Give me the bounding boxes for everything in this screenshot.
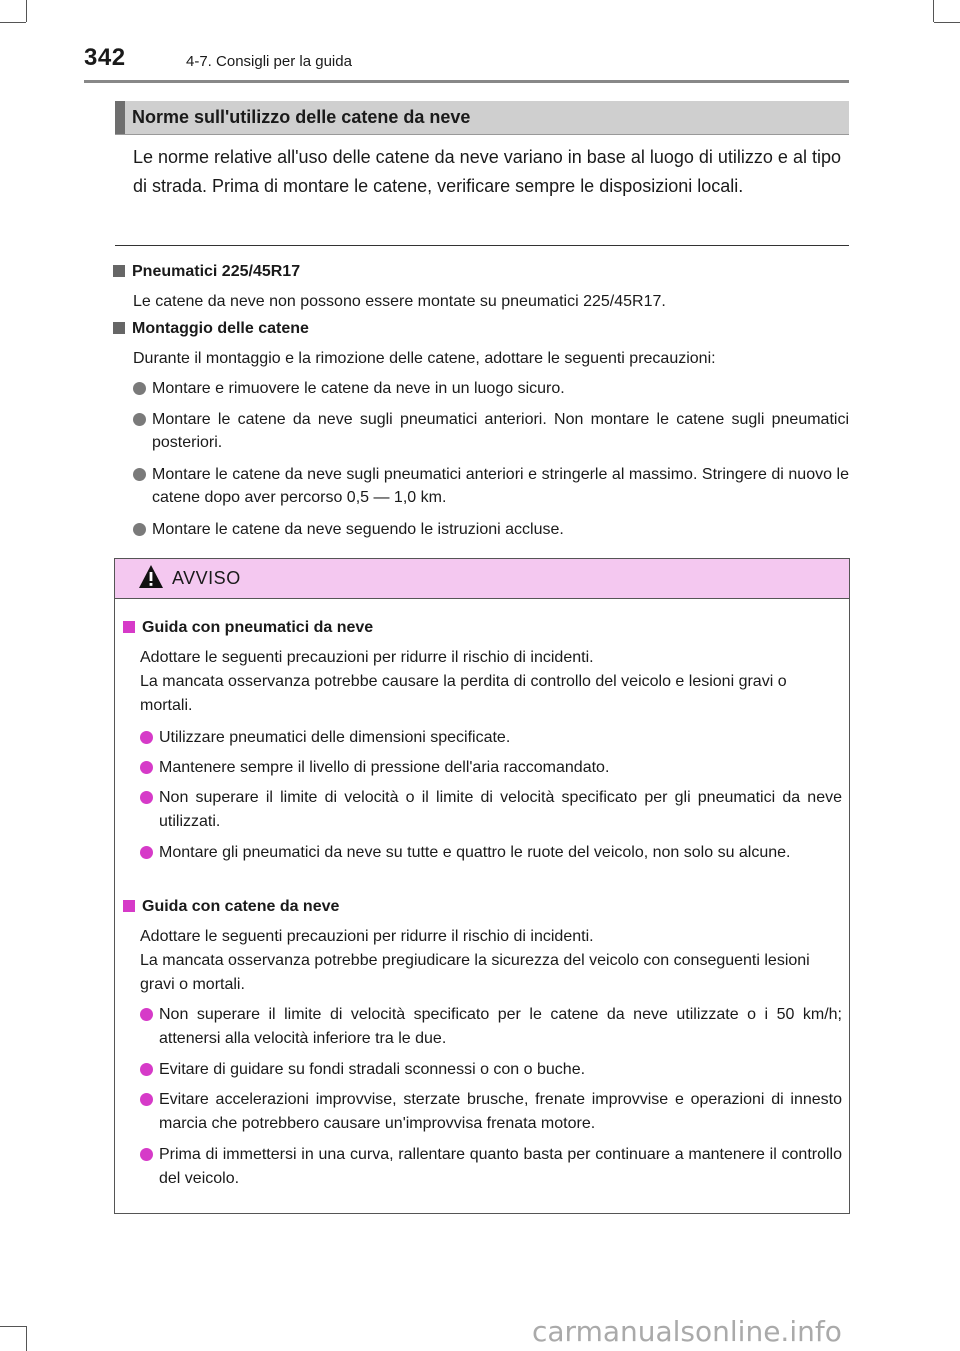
square-bullet-icon — [123, 621, 135, 633]
warning-triangle-icon — [138, 564, 164, 590]
subsection-tires-heading — [113, 263, 300, 281]
warning-text: Adottare le seguenti precauzioni per ridurre il rischio di incidenti. — [140, 928, 594, 945]
section-title: Norme sull'utilizzo delle catene da neve — [132, 107, 471, 127]
list-item-text: Montare le catene da neve sugli pneumatici anteriori e stringerle al massimo. Stringere di nuovo le catene dopo aver percorso 0,5 — 1,0 km. — [152, 466, 849, 506]
bullet-icon — [140, 1148, 153, 1161]
warning-list-item — [140, 1003, 842, 1051]
warning-text: La mancata osservanza potrebbe causare la perdita di controllo del veicolo e lesioni gravi o mortali. — [140, 673, 787, 714]
warning-list-item — [140, 841, 842, 865]
square-bullet-icon — [113, 322, 125, 334]
page-header — [0, 0, 960, 82]
warning-list-item — [140, 786, 842, 834]
title-bar-edge — [115, 101, 125, 134]
list-item-text: Prima di immettersi in una curva, rallentare quanto basta per continuare a mantenere il controllo del veicolo. — [159, 1146, 842, 1187]
page-number: 342 — [84, 44, 126, 71]
warning-list-item — [140, 1088, 842, 1136]
bullet-icon — [140, 791, 153, 804]
header-rule — [84, 80, 849, 83]
warning-box — [114, 558, 850, 1214]
subsection-title: Pneumatici 225/45R17 — [132, 263, 301, 280]
list-item — [133, 377, 849, 400]
list-item-text: Montare le catene da neve sugli pneumatici anteriori. Non montare le catene sugli pneumatici posteriori. — [152, 411, 849, 451]
bullet-icon — [133, 523, 146, 536]
crop-mark — [26, 1326, 27, 1351]
square-bullet-icon — [123, 900, 135, 912]
warning-subsection-heading — [123, 619, 373, 637]
warning-list-item — [140, 1143, 842, 1191]
warning-header — [115, 559, 849, 599]
bullet-icon — [133, 382, 146, 395]
list-item-text: Montare le catene da neve seguendo le istruzioni accluse. — [152, 521, 564, 538]
warning-list-item — [140, 726, 842, 750]
section-title-bar — [115, 101, 849, 135]
square-bullet-icon — [113, 265, 125, 277]
warning-text: Adottare le seguenti precauzioni per ridurre il rischio di incidenti. — [140, 649, 594, 666]
list-item — [133, 518, 849, 541]
section-intro: Le norme relative all'uso delle catene da neve variano in base al luogo di utilizzo e al tipo di strada. Prima di montare le catene, verificare sempre le disposizioni locali. — [133, 147, 841, 196]
subsection-title: Montaggio delle catene — [132, 320, 309, 337]
bullet-icon — [133, 413, 146, 426]
list-item-text: Evitare di guidare su fondi stradali sconnessi o con o buche. — [159, 1061, 586, 1078]
warning-text: La mancata osservanza potrebbe pregiudicare la sicurezza del veicolo con conseguenti lesioni gravi o mortali. — [140, 952, 810, 993]
subsection-text: Le catene da neve non possono essere montate su pneumatici 225/45R17. — [133, 293, 666, 310]
list-item-text: Mantenere sempre il livello di pressione dell'aria raccomandato. — [159, 759, 610, 776]
warning-subsection-heading — [123, 898, 339, 916]
bullet-icon — [140, 846, 153, 859]
bullet-icon — [140, 731, 153, 744]
bullet-icon — [140, 1063, 153, 1076]
list-item — [133, 463, 849, 509]
bullet-icon — [140, 761, 153, 774]
warning-list-item — [140, 1058, 842, 1082]
list-item-text: Evitare accelerazioni improvvise, sterzate brusche, frenate improvvise e operazioni di innesto marcia che potrebbero causare un'improvvisa frenata motore. — [159, 1091, 842, 1132]
list-item — [133, 408, 849, 454]
bullet-icon — [140, 1008, 153, 1021]
bullet-icon — [140, 1093, 153, 1106]
section-divider — [115, 245, 849, 246]
subsection-mounting-heading — [113, 320, 309, 338]
subsection-text: Durante il montaggio e la rimozione delle catene, adottare le seguenti precauzioni: — [133, 350, 716, 367]
list-item-text: Non superare il limite di velocità specificato per le catene da neve utilizzate o i 50 km/h; attenersi alla velocità inferiore tra le due. — [159, 1006, 842, 1047]
list-item-text: Montare e rimuovere le catene da neve in un luogo sicuro. — [152, 380, 565, 397]
bullet-icon — [133, 468, 146, 481]
warning-list-item — [140, 756, 842, 780]
list-item-text: Montare gli pneumatici da neve su tutte e quattro le ruote del veicolo, non solo su alcune. — [159, 844, 791, 861]
warning-subsection-title: Guida con catene da neve — [142, 898, 340, 915]
chapter-title: 4-7. Consigli per la guida — [186, 53, 352, 70]
list-item-text: Utilizzare pneumatici delle dimensioni specificate. — [159, 729, 511, 746]
watermark: carmanualsonline.info — [532, 1315, 842, 1348]
warning-label: AVVISO — [172, 568, 241, 588]
list-item-text: Non superare il limite di velocità o il limite di velocità specificato per gli pneumatici da neve utilizzati. — [159, 789, 842, 830]
crop-mark — [0, 1326, 26, 1327]
warning-subsection-title: Guida con pneumatici da neve — [142, 619, 374, 636]
